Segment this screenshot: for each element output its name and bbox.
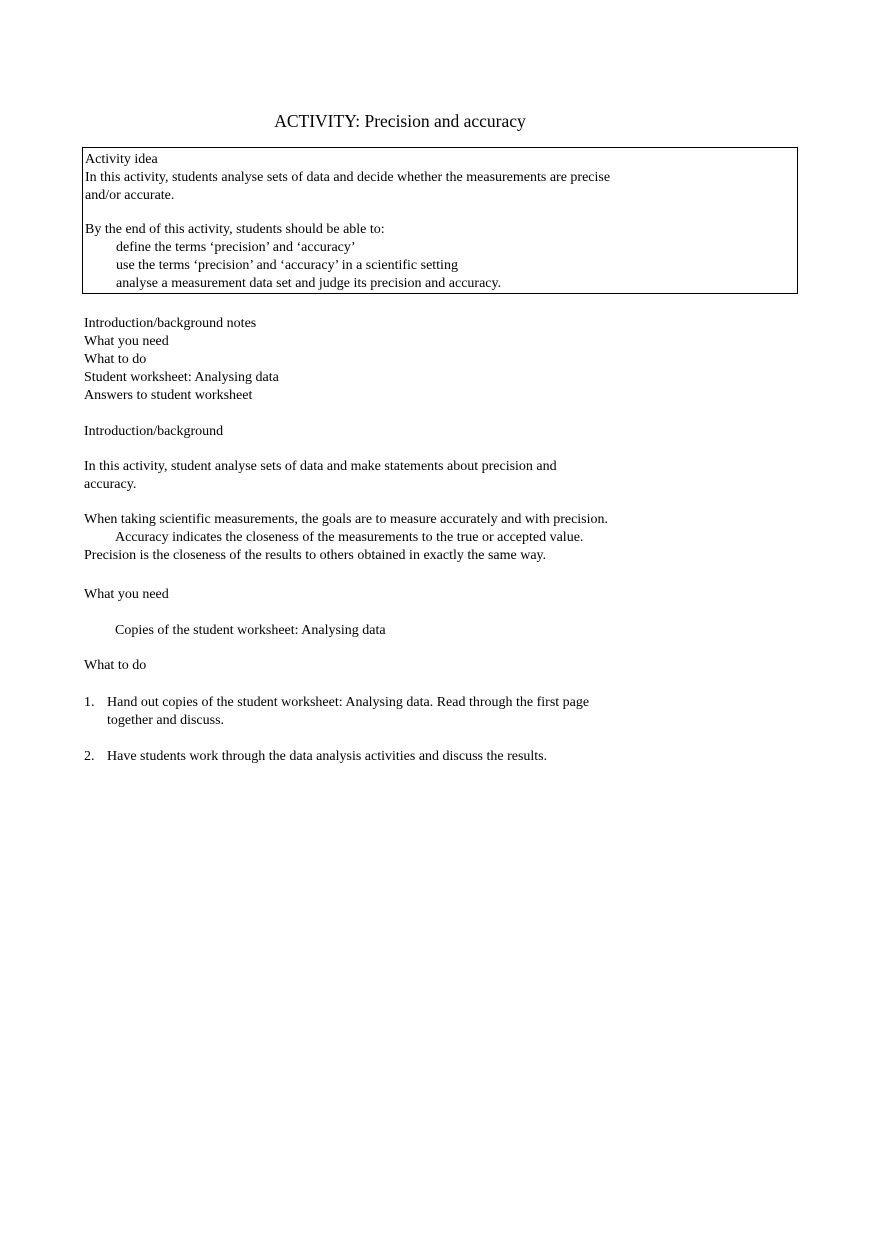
step-text: together and discuss. [107,713,225,728]
contents-item: What to do [84,352,147,367]
introduction-section [84,423,724,565]
introduction-paragraph-line: In this activity, student analyse sets of data and make statements about precision and [84,459,557,474]
step-item [84,694,724,730]
activity-idea-box [82,147,798,294]
step-item [84,748,724,766]
activity-idea-heading: Activity idea [85,152,158,167]
introduction-paragraph-line: Precision is the closeness of the results to others obtained in exactly the same way. [84,548,547,563]
what-you-need-item: Copies of the student worksheet: Analysing data [115,623,386,638]
contents-item: What you need [84,334,169,349]
step-text: Have students work through the data analysis activities and discuss the results. [107,749,548,764]
objectives-intro: By the end of this activity, students should be able to: [85,222,385,237]
what-you-need-section [84,586,724,640]
activity-description-line-1: In this activity, students analyse sets of data and decide whether the measurements are precise [85,170,611,185]
activity-description-line-2: and/or accurate. [85,188,175,203]
step-number: 1. [84,695,95,710]
introduction-paragraph-line: accuracy. [84,477,137,492]
page-title: ACTIVITY: Precision and accuracy [274,111,526,131]
introduction-paragraph-line: Accuracy indicates the closeness of the measurements to the true or accepted value. [115,530,584,545]
contents-item: Student worksheet: Analysing data [84,370,279,385]
contents-list [84,315,724,405]
introduction-paragraph-line: When taking scientific measurements, the goals are to measure accurately and with precision. [84,512,609,527]
what-to-do-heading: What to do [84,658,147,673]
objective-item: analyse a measurement data set and judge its precision and accuracy. [116,276,502,291]
contents-item: Introduction/background notes [84,316,257,331]
contents-item: Answers to student worksheet [84,388,253,403]
step-number: 2. [84,749,95,764]
step-text: Hand out copies of the student worksheet: Analysing data. Read through the first page [107,695,590,710]
introduction-heading: Introduction/background [84,424,224,439]
objective-item: define the terms ‘precision’ and ‘accuracy’ [116,240,356,255]
what-you-need-heading: What you need [84,587,169,602]
what-to-do-section [84,657,724,766]
objective-item: use the terms ‘precision’ and ‘accuracy’ in a scientific setting [116,258,458,273]
